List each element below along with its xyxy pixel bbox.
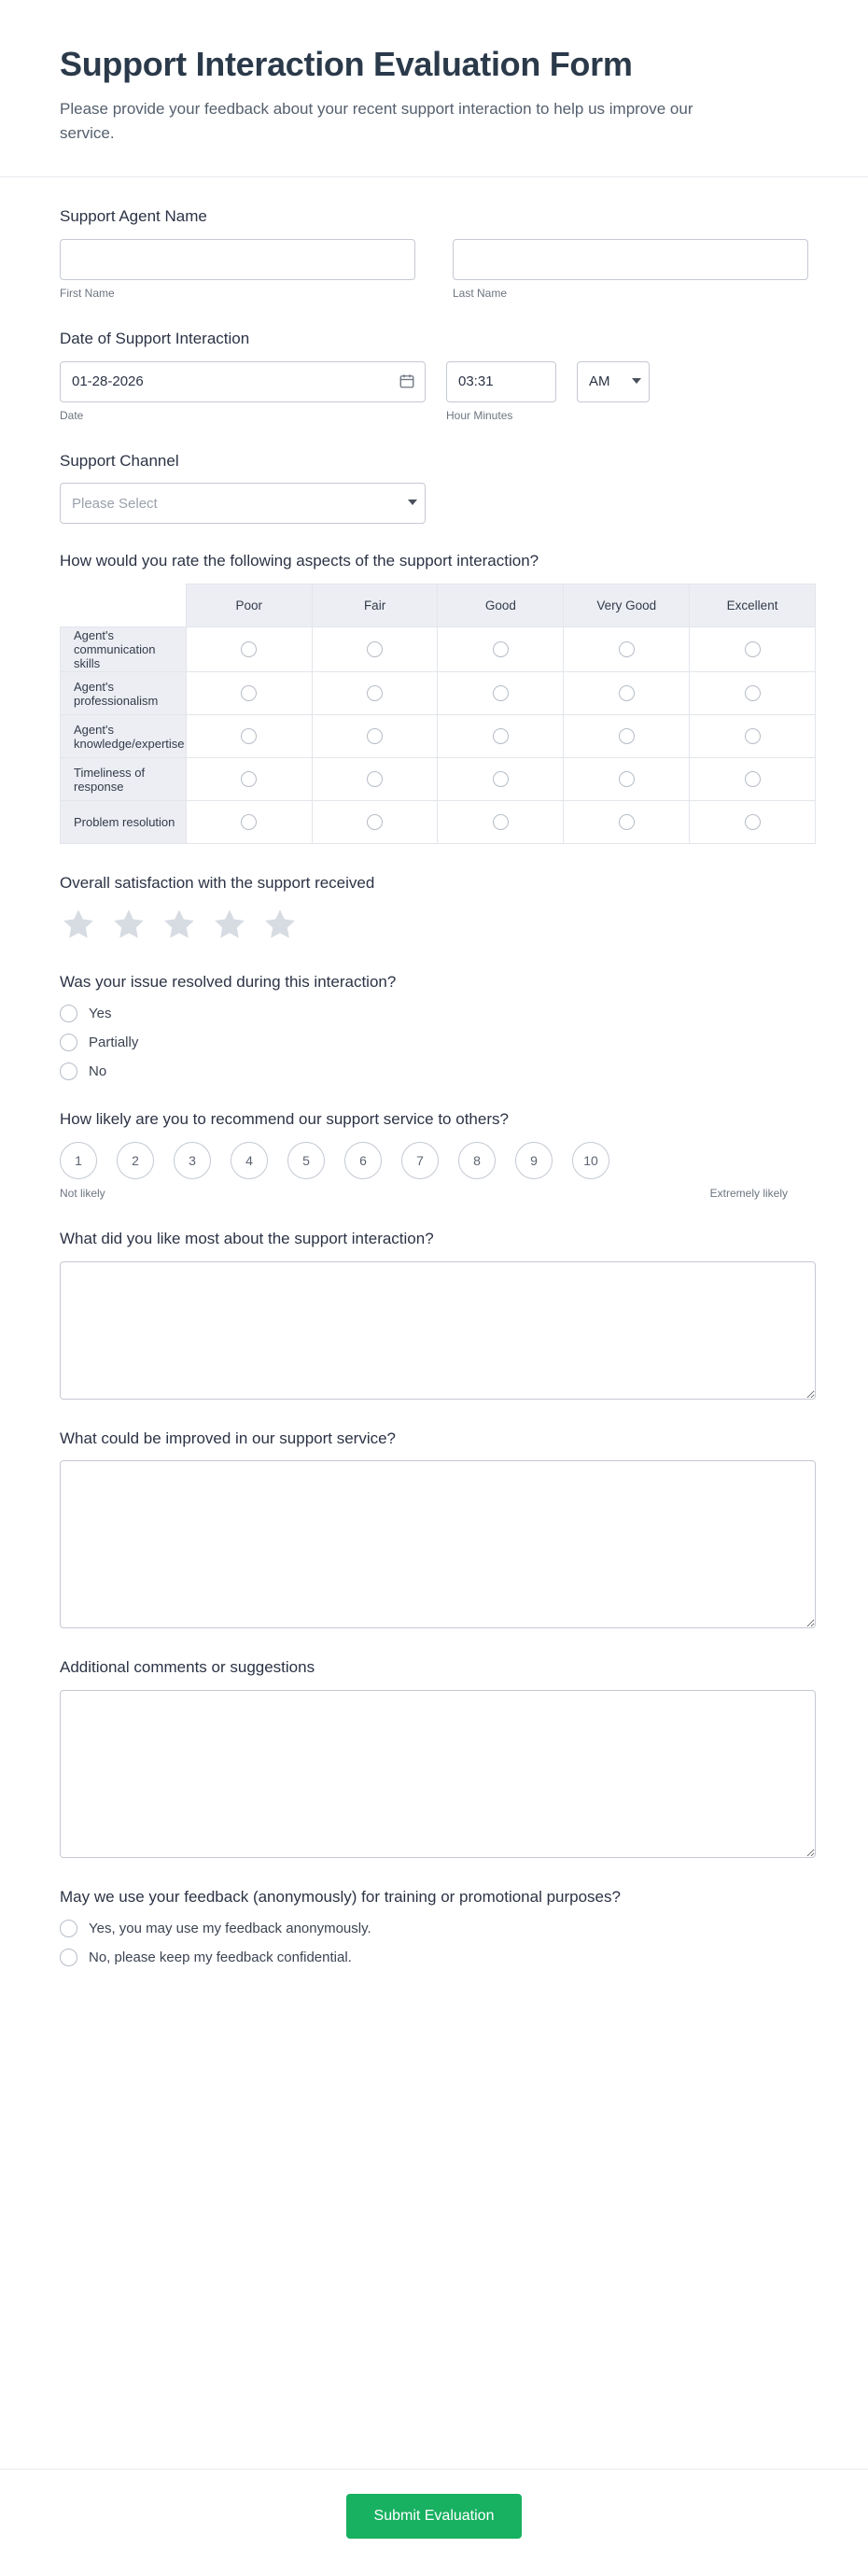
matrix-cell[interactable] [312,801,438,844]
nps-option-8[interactable]: 8 [458,1142,496,1179]
additional-comments-textarea[interactable] [60,1690,816,1858]
field-improvements [60,1428,808,1629]
nps-option-5[interactable]: 5 [287,1142,325,1179]
table-row [61,672,816,715]
star-icon[interactable] [211,906,248,943]
liked-most-textarea[interactable] [60,1261,816,1400]
matrix-cell[interactable] [186,801,312,844]
nps-legend-left: Not likely [60,1186,105,1200]
nps-label: How likely are you to recommend our support service to others? [60,1109,509,1128]
satisfaction-label: Overall satisfaction with the support received [60,874,375,893]
matrix-row-label: Agent's communication skills [61,627,187,672]
matrix-radio[interactable] [241,728,257,744]
last-name-input[interactable] [453,239,808,280]
matrix-radio[interactable] [367,728,383,744]
date-input[interactable] [60,361,426,402]
nps-option-3[interactable]: 3 [174,1142,211,1179]
form-body [0,177,868,2444]
rating-matrix-table [60,584,816,844]
date-sublabel-row [60,409,808,422]
matrix-cell[interactable] [312,672,438,715]
date-row [60,361,808,402]
last-name-col [453,239,808,300]
first-name-col [60,239,415,300]
radio-icon[interactable] [60,1949,77,1966]
nps-legend-right: Extremely likely [709,1186,788,1200]
nps-option-2[interactable]: 2 [117,1142,154,1179]
time-input[interactable] [446,361,556,402]
matrix-radio[interactable] [241,814,257,830]
radio-icon[interactable] [60,1063,77,1080]
field-agent-name [60,205,808,300]
page-subtitle: Please provide your feedback about your recent support interaction to help us improve our service. [60,100,693,142]
field-issue-resolved [60,971,808,1080]
matrix-radio[interactable] [745,728,761,744]
matrix-cell[interactable] [186,672,312,715]
matrix-cell[interactable] [690,758,816,801]
matrix-radio[interactable] [745,685,761,701]
last-name-sublabel: Last Name [453,286,508,300]
star-icon[interactable] [110,906,147,943]
nps-legend [60,1187,788,1200]
matrix-head [61,584,816,627]
matrix-cell[interactable] [438,758,564,801]
support-channel-select[interactable] [60,483,426,524]
submit-button[interactable]: Submit Evaluation [346,2494,523,2539]
matrix-cell[interactable] [312,715,438,758]
liked-most-label: What did you like most about the support interaction? [60,1229,434,1247]
form-header [0,0,868,177]
matrix-col-header: Excellent [690,584,816,627]
matrix-header-row [61,584,816,627]
matrix-radio[interactable] [745,814,761,830]
resolved-option-label: No [89,1063,107,1079]
matrix-radio[interactable] [619,728,635,744]
matrix-radio[interactable] [493,771,509,787]
consent-option-yes[interactable] [60,1920,808,1937]
matrix-cell[interactable] [186,627,312,672]
matrix-row-label: Problem resolution [61,801,187,844]
ampm-select[interactable] [577,361,650,402]
form-footer [0,2469,868,2576]
matrix-cell[interactable] [564,672,690,715]
support-channel-wrapper [60,483,426,524]
matrix-row-label: Agent's knowledge/expertise [61,715,187,758]
support-channel-label: Support Channel [60,451,179,470]
first-name-sublabel: First Name [60,286,115,300]
nps-option-7[interactable]: 7 [401,1142,439,1179]
field-nps [60,1108,808,1200]
date-label: Date of Support Interaction [60,329,250,347]
improvements-textarea[interactable] [60,1460,816,1628]
agent-name-label: Support Agent Name [60,207,207,225]
nps-option-6[interactable]: 6 [344,1142,382,1179]
table-row [61,715,816,758]
resolved-option-label: Partially [89,1034,139,1050]
improvements-label: What could be improved in our support service? [60,1429,397,1447]
first-name-input[interactable] [60,239,415,280]
matrix-radio[interactable] [619,685,635,701]
field-consent [60,1886,808,1966]
matrix-cell[interactable] [438,715,564,758]
matrix-radio[interactable] [241,641,257,657]
radio-icon[interactable] [60,1005,77,1022]
matrix-cell[interactable] [690,627,816,672]
star-icon[interactable] [261,906,299,943]
page-title: Support Interaction Evaluation Form [60,45,633,83]
matrix-row-label: Timeliness of response [61,758,187,801]
matrix-corner-cell [61,584,187,627]
matrix-label: How would you rate the following aspects of the support interaction? [60,552,539,570]
matrix-cell[interactable] [312,627,438,672]
nps-scale [60,1142,808,1179]
nps-option-10[interactable]: 10 [572,1142,609,1179]
matrix-radio[interactable] [745,771,761,787]
matrix-radio[interactable] [493,685,509,701]
star-icon[interactable] [161,906,198,943]
matrix-radio[interactable] [493,641,509,657]
date-sublabel: Date [60,408,84,422]
field-overall-satisfaction [60,872,808,943]
nps-option-9[interactable]: 9 [515,1142,553,1179]
matrix-cell[interactable] [690,672,816,715]
resolved-option-no[interactable] [60,1063,808,1080]
time-sublabel: Hour Minutes [446,408,513,422]
matrix-cell[interactable] [438,672,564,715]
field-date-of-interaction [60,328,808,422]
matrix-row-label: Agent's professionalism [61,672,187,715]
table-row [61,801,816,844]
matrix-radio[interactable] [367,641,383,657]
field-rating-matrix [60,552,808,844]
matrix-cell[interactable] [564,715,690,758]
consent-option-label: Yes, you may use my feedback anonymously. [89,1920,371,1936]
matrix-cell[interactable] [690,715,816,758]
matrix-radio[interactable] [745,641,761,657]
consent-option-no[interactable] [60,1949,808,1966]
matrix-cell[interactable] [438,801,564,844]
matrix-cell[interactable] [564,801,690,844]
matrix-cell[interactable] [438,627,564,672]
matrix-radio[interactable] [619,641,635,657]
consent-label: May we use your feedback (anonymously) for training or promotional purposes? [60,1888,621,1907]
additional-comments-label: Additional comments or suggestions [60,1658,315,1677]
star-rating[interactable] [60,906,808,943]
matrix-col-header: Very Good [564,584,690,627]
consent-option-label: No, please keep my feedback confidential. [89,1949,352,1965]
nps-option-4[interactable]: 4 [231,1142,268,1179]
radio-icon[interactable] [60,1034,77,1051]
matrix-col-header: Poor [186,584,312,627]
matrix-body [61,627,816,844]
field-liked-most [60,1228,808,1400]
time-input-wrapper [446,361,556,402]
field-support-channel [60,450,808,525]
agent-name-row [60,239,808,300]
matrix-radio[interactable] [493,814,509,830]
resolved-label: Was your issue resolved during this interaction? [60,973,397,992]
date-input-wrapper [60,361,426,402]
matrix-cell[interactable] [564,627,690,672]
table-row [61,758,816,801]
nps-option-1[interactable]: 1 [60,1142,97,1179]
matrix-radio[interactable] [367,685,383,701]
ampm-wrapper [577,361,650,402]
table-row [61,627,816,672]
radio-icon[interactable] [60,1920,77,1937]
matrix-cell[interactable] [312,758,438,801]
calendar-icon[interactable] [399,373,415,389]
resolved-option-label: Yes [89,1005,112,1021]
matrix-cell[interactable] [186,758,312,801]
matrix-radio[interactable] [241,685,257,701]
resolved-option-partially[interactable] [60,1034,808,1051]
matrix-radio[interactable] [619,814,635,830]
matrix-cell[interactable] [186,715,312,758]
matrix-radio[interactable] [367,771,383,787]
star-icon[interactable] [60,906,97,943]
matrix-col-header: Good [438,584,564,627]
matrix-cell[interactable] [564,758,690,801]
matrix-radio[interactable] [241,771,257,787]
matrix-radio[interactable] [493,728,509,744]
matrix-col-header: Fair [312,584,438,627]
matrix-radio[interactable] [619,771,635,787]
matrix-cell[interactable] [690,801,816,844]
matrix-radio[interactable] [367,814,383,830]
resolved-option-yes[interactable] [60,1005,808,1022]
field-additional-comments [60,1656,808,1858]
